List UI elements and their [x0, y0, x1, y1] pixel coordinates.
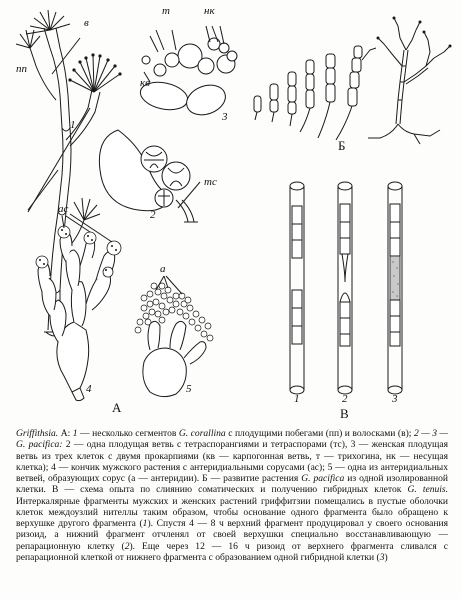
label-part-b: Б — [338, 138, 346, 153]
caption-text: 1 — [72, 428, 78, 439]
caption-species: 2 — 3 — G. pacifica: — [16, 428, 448, 451]
label-v: в — [84, 17, 89, 29]
drawing-a4-male-tip — [36, 214, 121, 401]
caption-text: Интеркалярные фрагменты мужских и женских растений гриффитзии помещались в пустые оболочки клеток междоузлий нителлы таким образом, чтобы основание одного фрагмента было обращено к верхушке другого фрагмента ( — [16, 495, 448, 529]
drawing-a5-antheridial-branch — [135, 276, 213, 397]
caption-species: G. tenuis. — [407, 484, 448, 496]
caption-species: G. pacifica — [301, 473, 345, 484]
label-pp: пп — [16, 63, 27, 75]
label-a: а — [160, 263, 166, 275]
caption-text: 2 — одна плодущая ветвь с тетраспорангиями и тетраспорами (тс), 3 — женская плодущая ветвь из трех клеток с двумя прокарпиями (кв — карпогонная ветвь, т — трихогина, нк — несущая клетка); 4 — кончик мужского растения с антеридиальными сорусами (ас); 5 — одна из антеридиальных ветвей, образующих сорус (а — антеридии). Б — развитие растения — [16, 439, 448, 484]
caption-text: ). Спустя 4 — 8 ч верхний фрагмент продуцировал у своего основания ризоид, а нижний фрагмент отчленял от своей верхушки специально восстанавливающую — репарационную клетку ( — [16, 518, 448, 552]
label-t: т — [162, 5, 170, 17]
label-part-v: В — [340, 406, 349, 421]
label-tc: тс — [204, 176, 217, 188]
drawing-b-development — [254, 17, 452, 145]
caption-text: с плодущими побегами (пп) и волосками (в); — [225, 428, 414, 439]
caption-species: G. corallina — [178, 428, 226, 439]
label-tube-2: 2 — [342, 393, 348, 405]
caption-text: ) — [384, 551, 388, 563]
label-part-a: А — [112, 400, 122, 415]
caption-text: ). Еще через 12 — 16 ч ризоид от верхнего фрагмента сливался с репарационной клеткой от нижнего фрагмента с образованием одной гибридной клетки ( — [16, 540, 448, 563]
label-n2: 2 — [150, 209, 156, 221]
caption-text: — несколько сегментов — [77, 428, 179, 439]
caption-genus: Griffithsia. — [16, 428, 59, 439]
label-n5: 5 — [186, 383, 192, 395]
figure-caption — [16, 428, 448, 596]
label-kv: кв — [140, 77, 150, 89]
caption-text: 3 — [379, 551, 385, 563]
label-as: ас — [58, 203, 69, 215]
caption-text: А: — [58, 428, 73, 439]
caption-text: 2 — [124, 540, 130, 552]
label-n1: 1 — [70, 119, 76, 131]
label-nk: нк — [204, 5, 215, 17]
drawing-v-fusion-scheme — [290, 182, 402, 394]
label-tube-1: 1 — [294, 393, 300, 405]
caption-text: из одной изолированной клетки. В — схема опыта по слиянию соматических и получению гибридных клеток — [16, 473, 448, 496]
label-n4: 4 — [86, 383, 92, 395]
drawing-a3-female-branch — [138, 26, 237, 120]
label-tube-3: 3 — [392, 393, 398, 405]
label-n3: 3 — [222, 111, 228, 123]
caption-text: 1 — [142, 518, 148, 529]
